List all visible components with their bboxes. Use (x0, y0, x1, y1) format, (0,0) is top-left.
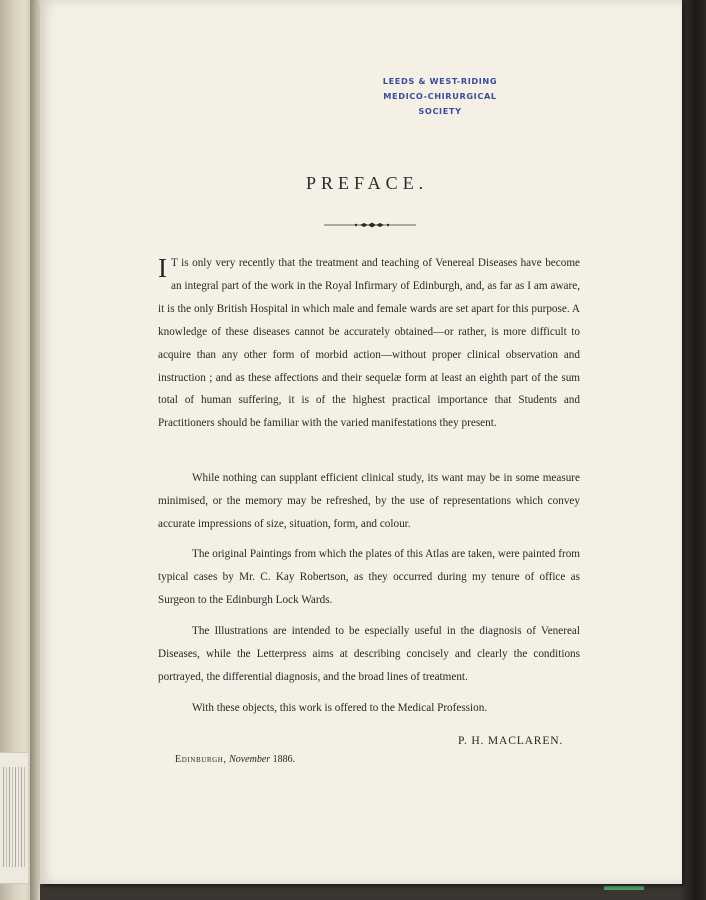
author-signature: P. H. MACLAREN. (458, 734, 564, 747)
paragraph-2: While nothing can supplant efficient clinical study, its want may be in some measure minimised, or the memory may be refreshed, by the use of representations which convey accurate impressions of size, situation, form, and colour. (158, 472, 580, 530)
library-barcode-label (0, 752, 28, 884)
page-bottom-shadow (40, 884, 680, 900)
preface-page (40, 0, 682, 884)
library-stamp (370, 74, 510, 119)
paragraph-5: With these objects, this work is offered to the Medical Profession. (192, 702, 488, 714)
stamp-line-1: LEEDS & WEST-RIDING (382, 76, 498, 86)
paragraph-4: The Illustrations are intended to be especially useful in the diagnosis of Venereal Diseases, while the Letterpress aims at describing concisely and clearly the conditions portrayed, the differential diagnosis, and the broad lines of treatment. (158, 625, 580, 683)
stamp-line-2: MEDICO-CHIRURGICAL SOCIETY (383, 91, 497, 116)
dateline-place: Edinburgh, (175, 754, 227, 765)
paragraph-1-text: T is only very recently that the treatment and teaching of Venereal Diseases have become an integral part of the work in the Royal Infirmary of Edinburgh, and, as far as I am aware, it is the only British Hospital in which male and female wards are set apart for this purpose. A knowledge of these diseases cannot be accurately obtained—or rather, is more difficult to acquire than any other form of morbid action—without proper clinical observation and instruction ; and as these affections and their sequelæ form at least an eighth part of the sum total of human suffering, it is of the highest practical importance that Students and Practitioners should be familiar with the varied manifestations they present. (158, 257, 580, 430)
paragraph-3: The original Paintings from which the plates of this Atlas are taken, were painted from typical cases by Mr. C. Kay Robertson, as they occurred during my tenure of office as Surgeon to the Edinburgh Lock Wards. (158, 548, 580, 606)
dateline-month: November (229, 754, 271, 765)
drop-cap-initial: I (158, 253, 167, 283)
book-binding (680, 0, 706, 900)
paragraph-1 (158, 252, 580, 435)
dateline (175, 754, 295, 765)
ornament-divider-icon (324, 220, 416, 230)
dateline-year: 1886. (272, 754, 296, 765)
green-ribbon-mark (604, 886, 644, 890)
page-title: PREFACE. (306, 173, 429, 193)
